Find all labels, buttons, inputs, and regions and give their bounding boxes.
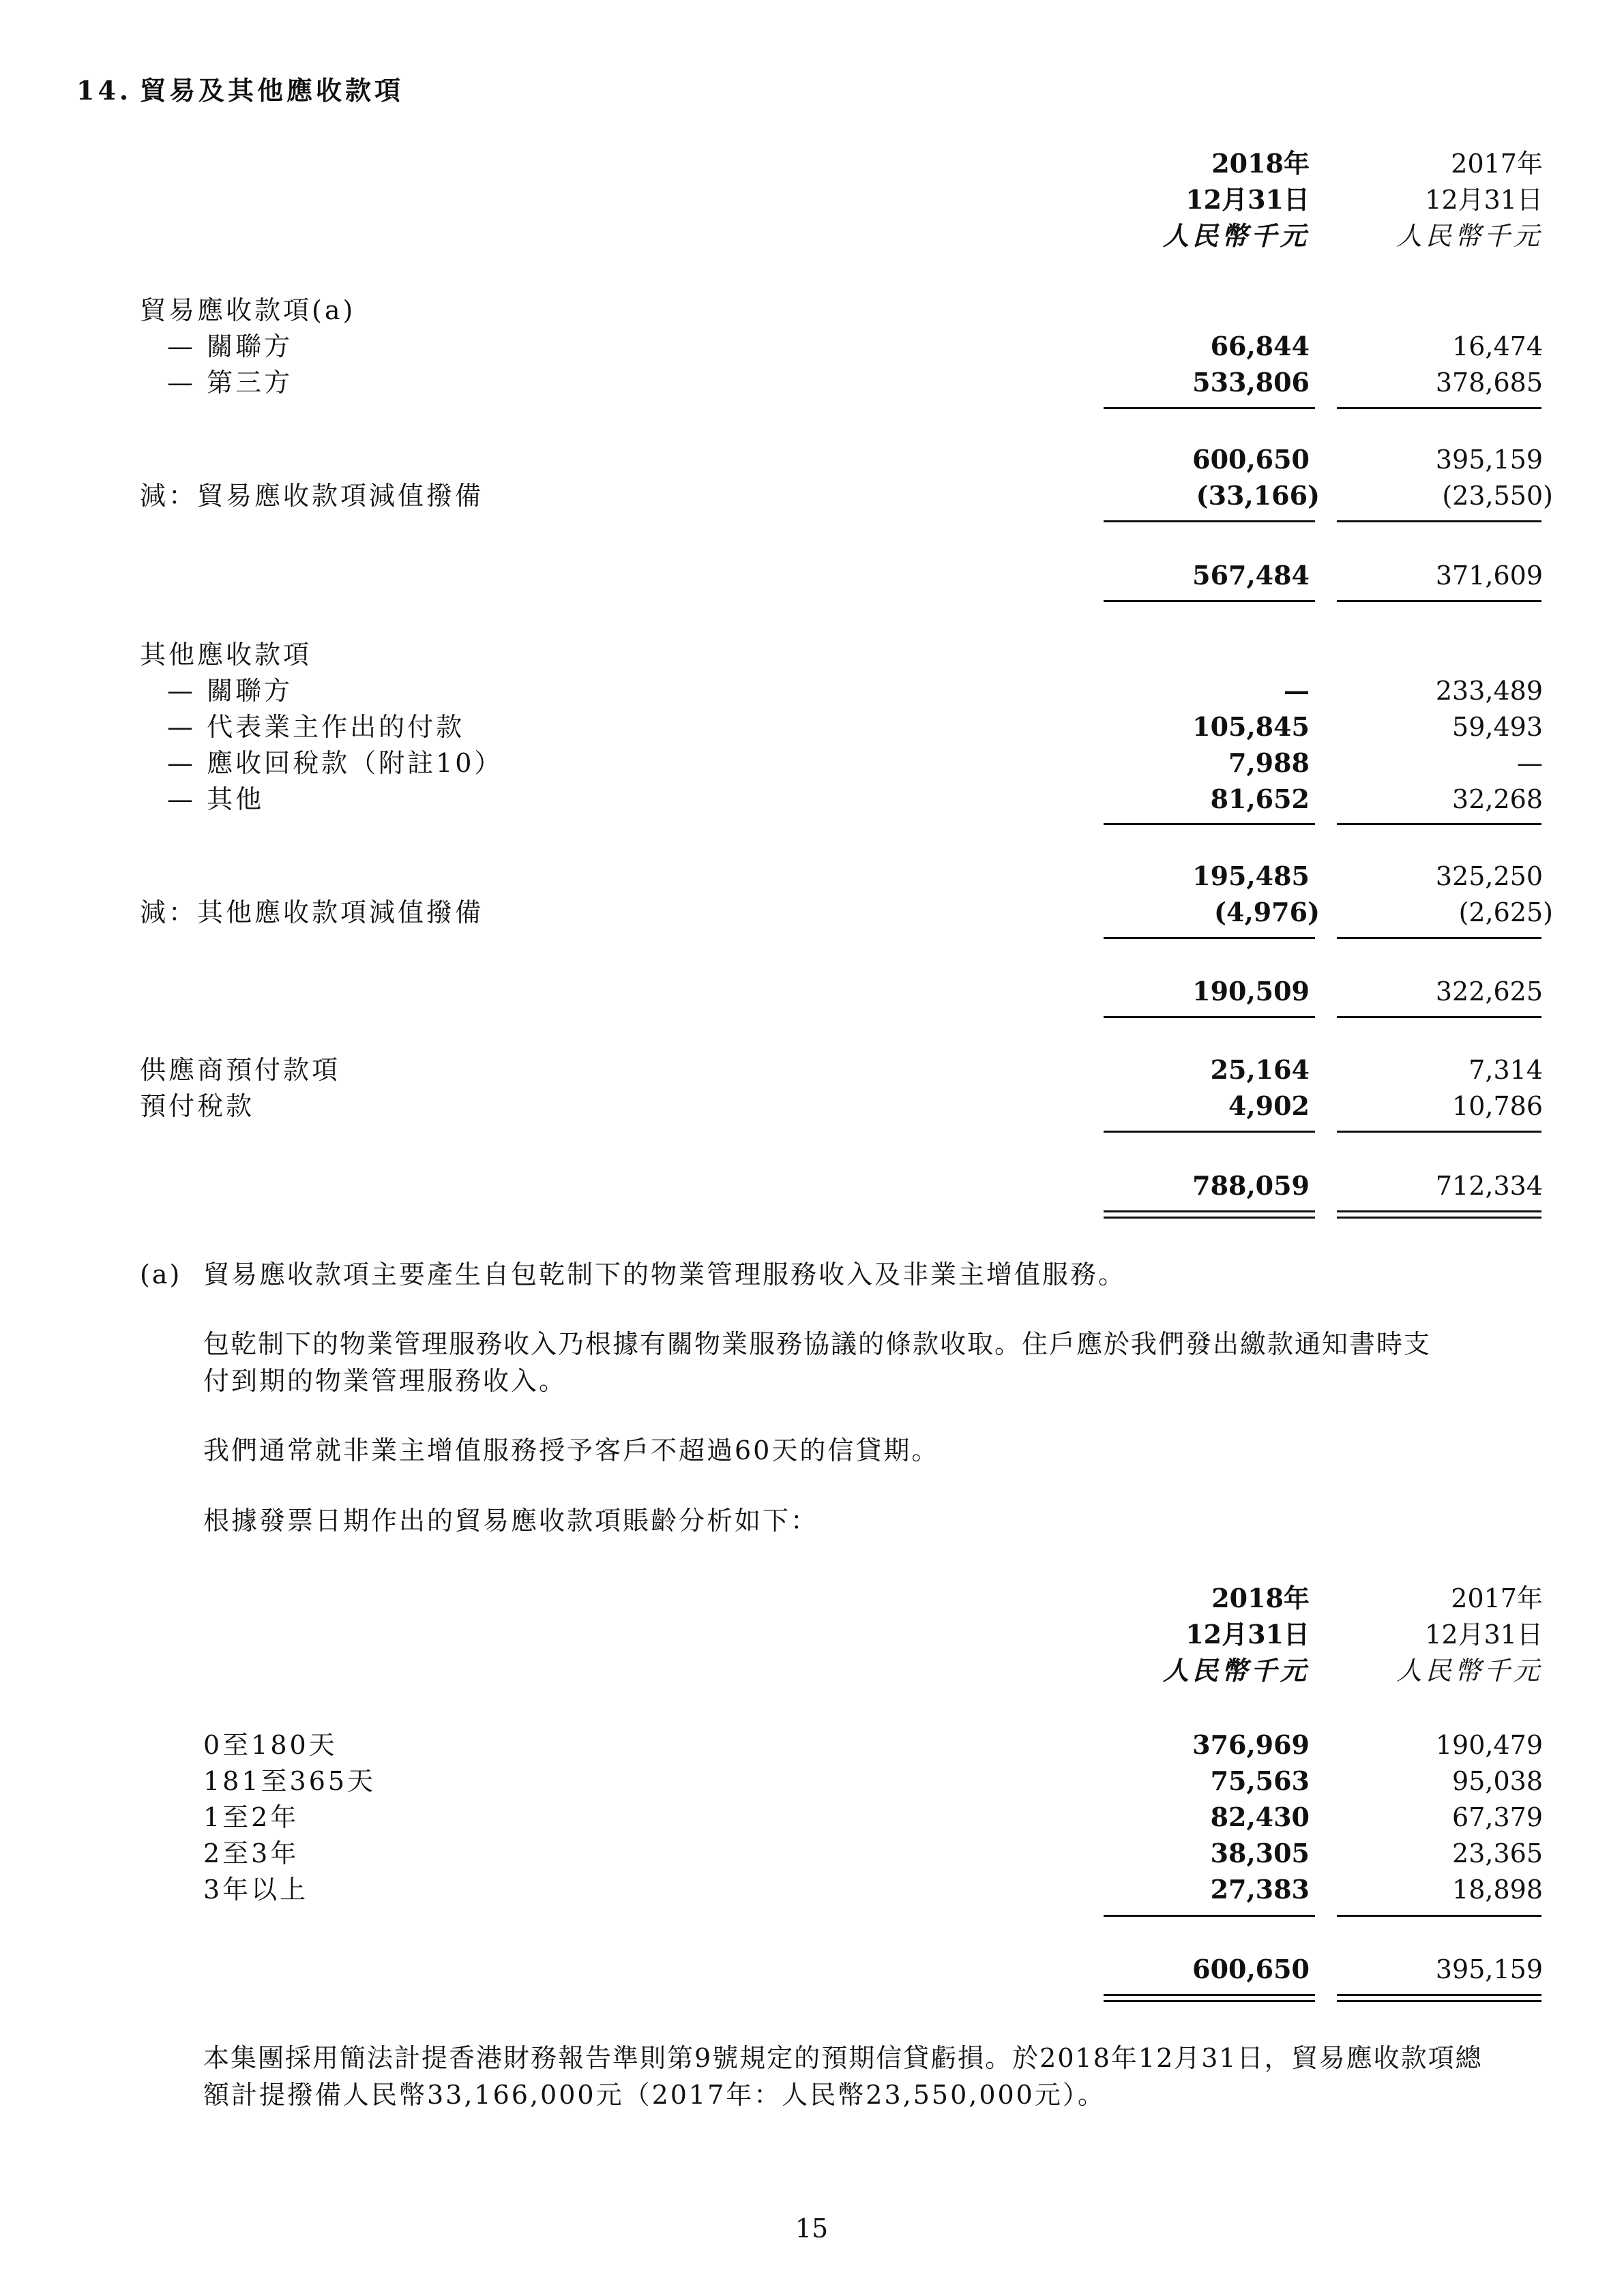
aging-value-2018: 27,383 bbox=[1210, 1874, 1310, 1905]
rule bbox=[1104, 407, 1315, 409]
rule bbox=[1337, 1915, 1541, 1917]
double-rule bbox=[1104, 1994, 1315, 2002]
row-value-2018: 533,806 bbox=[1192, 367, 1310, 398]
rule bbox=[1337, 600, 1541, 602]
other-heading: 其他應收款項 bbox=[140, 640, 312, 670]
aging-value-2017: 67,379 bbox=[1452, 1802, 1543, 1832]
trade-heading: 貿易應收款項(a) bbox=[140, 295, 356, 325]
header-2018-unit: 人民幣千元 bbox=[1162, 1655, 1310, 1686]
rule bbox=[1104, 1915, 1315, 1917]
note-paragraph: 根據發票日期作出的貿易應收款項賬齡分析如下： bbox=[203, 1506, 819, 1536]
note-paragraph: 我們通常就非業主增值服務授予客戶不超過60天的信貸期。 bbox=[203, 1435, 940, 1465]
header-2017-unit: 人民幣千元 bbox=[1396, 1656, 1543, 1686]
header-2018-year: 2018年 bbox=[1211, 148, 1310, 179]
header-2018-unit: 人民幣千元 bbox=[1162, 220, 1310, 251]
row-value-2018: 7,988 bbox=[1228, 747, 1310, 778]
aging-label: 1至2年 bbox=[203, 1802, 299, 1832]
aging-value-2018: 376,969 bbox=[1192, 1729, 1310, 1760]
header-2017-year: 2017年 bbox=[1451, 1583, 1543, 1613]
grand-total-2018: 788,059 bbox=[1192, 1170, 1310, 1201]
header-2018-date: 12月31日 bbox=[1185, 184, 1310, 215]
section-number: 14. bbox=[76, 75, 132, 106]
provision-2018: (4,976) bbox=[1214, 897, 1320, 927]
footer-paragraph: 本集團採用簡法計提香港財務報告準則第9號規定的預期信貸虧損。於2018年12月31日，貿易應收款項總 bbox=[203, 2043, 1483, 2073]
row-value-2018: 25,164 bbox=[1210, 1054, 1310, 1085]
subtotal-2017: 325,250 bbox=[1435, 861, 1543, 891]
rule bbox=[1104, 1131, 1315, 1133]
aging-value-2017: 23,365 bbox=[1452, 1838, 1543, 1868]
row-value-2017: 16,474 bbox=[1452, 331, 1543, 361]
row-value-2017: — bbox=[1517, 748, 1543, 778]
rule bbox=[1104, 1016, 1315, 1018]
double-rule bbox=[1337, 1994, 1541, 2002]
double-rule bbox=[1337, 1210, 1541, 1219]
header-2017-year: 2017年 bbox=[1451, 149, 1543, 179]
aging-value-2018: 38,305 bbox=[1210, 1838, 1310, 1868]
aging-label: 3年以上 bbox=[203, 1875, 309, 1905]
note-marker: (a) bbox=[140, 1259, 182, 1289]
aging-value-2017: 190,479 bbox=[1435, 1730, 1543, 1760]
row-value-2018: — bbox=[1284, 675, 1310, 706]
header-2017-date: 12月31日 bbox=[1425, 1620, 1543, 1650]
row-value-2017: 378,685 bbox=[1435, 368, 1543, 398]
header-2018-date: 12月31日 bbox=[1185, 1619, 1310, 1650]
rule bbox=[1104, 937, 1315, 939]
grand-total-2017: 712,334 bbox=[1435, 1171, 1543, 1201]
row-label: — 關聯方 bbox=[167, 331, 293, 361]
rule bbox=[1104, 823, 1315, 825]
row-label: 供應商預付款項 bbox=[140, 1055, 341, 1085]
row-value-2018: 105,845 bbox=[1192, 711, 1310, 742]
row-label: — 代表業主作出的付款 bbox=[167, 712, 465, 742]
rule bbox=[1337, 937, 1541, 939]
row-label: — 其他 bbox=[167, 784, 265, 814]
header-2017-unit: 人民幣千元 bbox=[1396, 221, 1543, 251]
net-2017: 322,625 bbox=[1435, 976, 1543, 1007]
aging-label: 2至3年 bbox=[203, 1838, 299, 1868]
row-value-2017: 233,489 bbox=[1435, 676, 1543, 706]
net-2017: 371,609 bbox=[1435, 561, 1543, 591]
header-2017-date: 12月31日 bbox=[1425, 185, 1543, 215]
aging-label: 181至365天 bbox=[203, 1766, 377, 1796]
aging-value-2017: 95,038 bbox=[1452, 1766, 1543, 1796]
page-number: 15 bbox=[795, 2213, 829, 2243]
row-value-2018: 81,652 bbox=[1210, 784, 1310, 814]
header-2018-year: 2018年 bbox=[1211, 1583, 1310, 1613]
aging-value-2018: 82,430 bbox=[1210, 1802, 1310, 1832]
aging-label: 0至180天 bbox=[203, 1730, 338, 1760]
row-value-2018: 66,844 bbox=[1210, 331, 1310, 361]
note-paragraph: 付到期的物業管理服務收入。 bbox=[203, 1366, 567, 1396]
rule bbox=[1104, 520, 1315, 522]
aging-value-2017: 18,898 bbox=[1452, 1875, 1543, 1905]
note-paragraph: 包乾制下的物業管理服務收入乃根據有關物業服務協議的條款收取。住戶應於我們發出繳款通知書時支 bbox=[203, 1329, 1432, 1359]
subtotal-2018: 195,485 bbox=[1192, 861, 1310, 891]
net-2018: 567,484 bbox=[1192, 560, 1310, 591]
section-title: 貿易及其他應收款項 bbox=[140, 75, 404, 106]
note-paragraph: 貿易應收款項主要產生自包乾制下的物業管理服務收入及非業主增值服務。 bbox=[203, 1259, 1127, 1289]
subtotal-2018: 600,650 bbox=[1192, 444, 1310, 475]
footer-paragraph: 額計提撥備人民幣33,166,000元（2017年：人民幣23,550,000元）。 bbox=[203, 2080, 1106, 2110]
row-label: — 應收回稅款（附註10） bbox=[167, 748, 503, 778]
aging-value-2018: 75,563 bbox=[1210, 1765, 1310, 1796]
row-value-2017: 7,314 bbox=[1468, 1055, 1543, 1085]
double-rule bbox=[1104, 1210, 1315, 1219]
row-value-2017: 10,786 bbox=[1452, 1091, 1543, 1121]
aging-total-2017: 395,159 bbox=[1435, 1954, 1543, 1984]
row-label: — 關聯方 bbox=[167, 676, 293, 706]
provision-label: 減：其他應收款項減值撥備 bbox=[140, 897, 484, 927]
aging-total-2018: 600,650 bbox=[1192, 1954, 1310, 1984]
row-label: 預付稅款 bbox=[140, 1091, 255, 1121]
row-value-2017: 59,493 bbox=[1452, 712, 1543, 742]
rule bbox=[1104, 600, 1315, 602]
provision-label: 減：貿易應收款項減值撥備 bbox=[140, 481, 484, 511]
row-label: — 第三方 bbox=[167, 368, 293, 398]
row-value-2018: 4,902 bbox=[1228, 1090, 1310, 1121]
provision-2018: (33,166) bbox=[1196, 480, 1320, 511]
rule bbox=[1337, 520, 1541, 522]
subtotal-2017: 395,159 bbox=[1435, 445, 1543, 475]
rule bbox=[1337, 1131, 1541, 1133]
rule bbox=[1337, 1016, 1541, 1018]
net-2018: 190,509 bbox=[1192, 976, 1310, 1007]
rule bbox=[1337, 407, 1541, 409]
provision-2017: (23,550) bbox=[1442, 481, 1553, 511]
row-value-2017: 32,268 bbox=[1452, 784, 1543, 814]
rule bbox=[1337, 823, 1541, 825]
provision-2017: (2,625) bbox=[1458, 897, 1553, 927]
